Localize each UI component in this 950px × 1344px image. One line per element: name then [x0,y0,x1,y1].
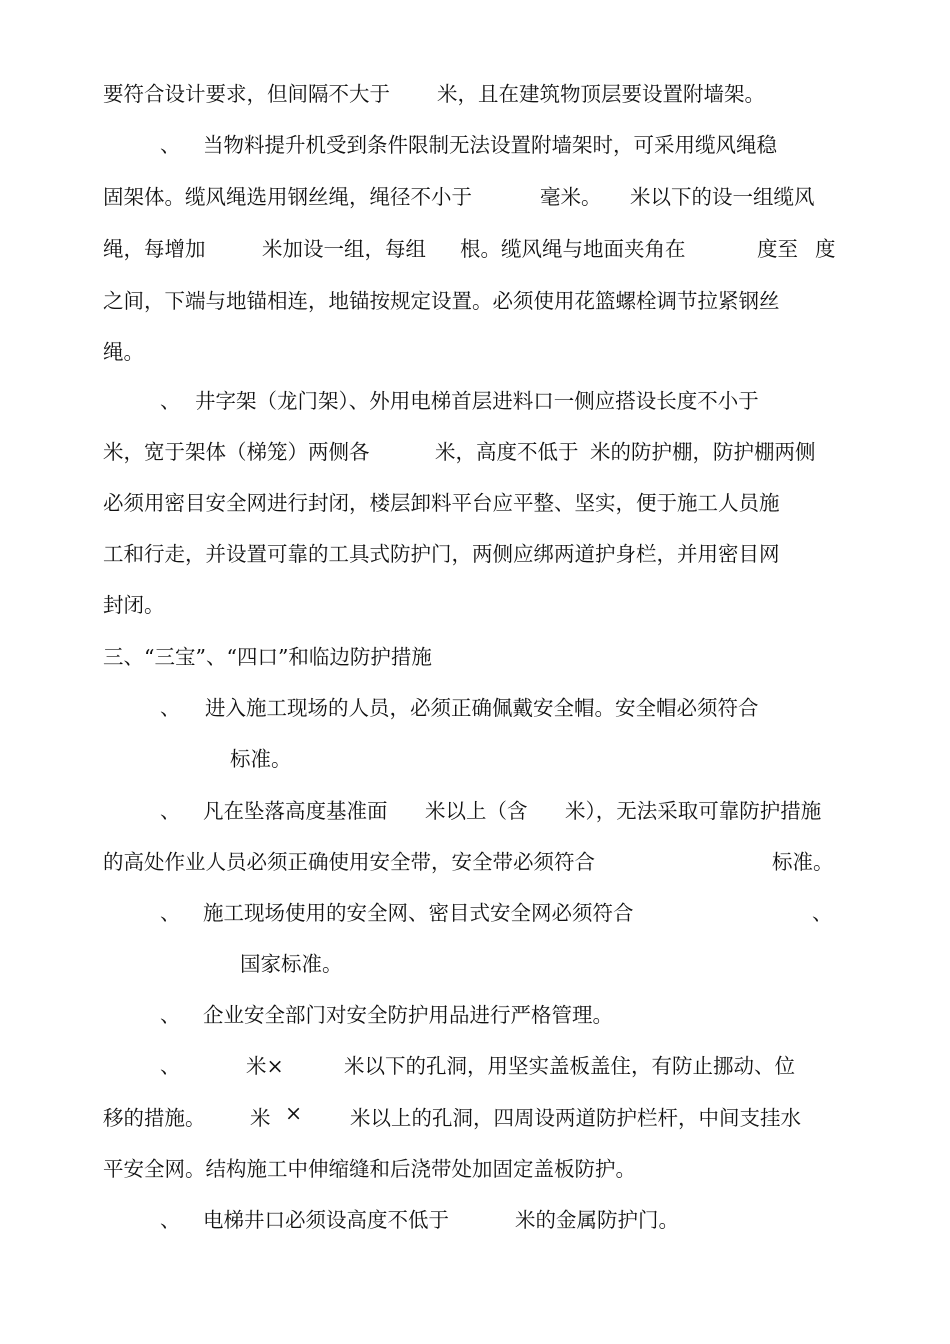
text-line: 米，宽于架体（梯笼）两侧各 [103,440,370,464]
section-heading: 三、“三宝”、“四口”和临边防护措施 [103,645,432,669]
text-line: 米以上的孔洞，四周设两道防护栏杆，中间支挂水 [350,1106,801,1130]
text-line: 度至 [757,237,798,261]
list-marker: 、 [160,133,181,157]
list-marker: 、 [160,389,181,413]
text-line: 毫米。 [540,185,602,209]
text-line: 平安全网。结构施工中伸缩缝和后浇带处加固定盖板防护。 [103,1157,636,1181]
text-line: 绳，每增加 [103,237,206,261]
text-line: 米的防护棚，防护棚两侧 [590,440,816,464]
text-line: 要符合设计要求，但间隔不大于 [103,82,390,106]
text-line: 电梯井口必须设高度不低于 [203,1208,449,1232]
text-line: 国家标准。 [240,952,343,976]
list-marker: 、 [160,1054,181,1078]
text-line: 米，且在建筑物顶层要设置附墙架。 [437,82,765,106]
text-line: × [285,1101,303,1125]
text-line: 、 [812,901,833,925]
text-line: 固架体。缆风绳选用钢丝绳，绳径不小于 [103,185,472,209]
text-line: 米加设一组，每组 [262,237,426,261]
text-line: 施工现场使用的安全网、密目式安全网必须符合 [203,901,634,925]
text-line: 井字架（龙门架）、外用电梯首层进料口一侧应搭设长度不小于 [195,389,759,413]
text-line: 标准。 [772,850,834,874]
text-line: 必须用密目安全网进行封闭，楼层卸料平台应平整、坚实，便于施工人员施 [103,491,780,515]
text-line: 米以上（含 [425,799,528,823]
text-line: 的高处作业人员必须正确使用安全带，安全带必须符合 [103,850,595,874]
text-line: 移的措施。 [103,1106,206,1130]
text-line: 进入施工现场的人员，必须正确佩戴安全帽。安全帽必须符合 [205,696,759,720]
text-line: 米 [250,1106,271,1130]
text-line: 工和行走，并设置可靠的工具式防护门，两侧应绑两道护身栏，并用密目网 [103,542,780,566]
text-line: 米的金属防护门。 [515,1208,679,1232]
text-line: 凡在坠落高度基准面 [203,799,388,823]
text-line: 米以下的设一组缆风 [630,185,815,209]
text-line: 度 [815,237,836,261]
list-marker: 、 [160,1208,181,1232]
text-line: 根。缆风绳与地面夹角在 [460,237,686,261]
text-line: 封闭。 [103,593,165,617]
text-line: 米以下的孔洞，用坚实盖板盖住，有防止挪动、位 [344,1054,795,1078]
text-line: 企业安全部门对安全防护用品进行严格管理。 [203,1003,613,1027]
text-line: 绳。 [103,340,144,364]
text-line: 米× [246,1054,284,1078]
text-line: 米），无法采取可靠防护措施 [565,799,822,823]
list-marker: 、 [160,696,181,720]
text-line: 米，高度不低于 [435,440,579,464]
list-marker: 、 [160,1003,181,1027]
list-marker: 、 [160,799,181,823]
text-line: 当物料提升机受到条件限制无法设置附墙架时，可采用缆风绳稳 [203,133,777,157]
text-line: 之间，下端与地锚相连，地锚按规定设置。必须使用花篮螺栓调节拉紧钢丝 [103,289,780,313]
text-line: 标准。 [230,747,292,771]
list-marker: 、 [160,901,181,925]
